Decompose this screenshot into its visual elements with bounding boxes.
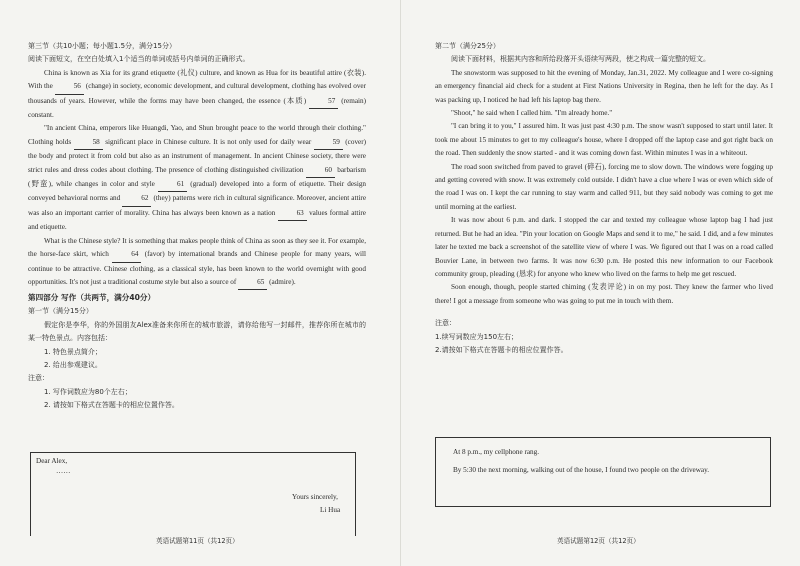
story-paragraph: "I can bring it to you," I assured him. It was just past 4:30 p.m. The snow wasn't supposed to start until later. It took me about 15 minutes to get to my colleague's house, where I dropped off the laptop case and got right back on the road. Then suddenly the snow started - and it was coming down fast. Within minutes I was in a whiteout. [435,122,773,158]
note-label: 注意： [435,319,456,328]
blank-59[interactable]: 59 [314,136,343,150]
note-item: 2. 请按如下格式在答题卡的相应位置作答。 [44,401,179,410]
passage-text: barbarism (野蛮), while changes in color and style [28,165,367,189]
passage-paragraph [28,122,366,234]
closing: Yours sincerely, [292,493,338,501]
story-paragraph: The snowstorm was supposed to hit the evening of Monday, Jan.31, 2022. My colleague and I were co-signing an emergency financial aid check for a student at First Nations University in Regina, then he left for the day. As I was packing up, I noticed he had left his laptop bag there. [435,68,773,104]
passage-text: (cover) the body and protect it from cold but also as an instrument of management. In ancient Chinese society, there were strict rules and dress codes about clothing. The presence of clothing distinguished civilization [28,137,367,174]
note-item: 1. 写作词数应为80个左右； [44,387,132,396]
passage-text: significant place in Chinese culture. It is not only used for daily wear [105,137,312,146]
blank-61[interactable]: 61 [158,178,187,192]
grammar-section [28,40,366,413]
blank-58[interactable]: 58 [74,136,103,150]
note-item: 1.续写词数应为150左右； [435,332,519,341]
task-item: 2. 给出参观建议。 [44,360,102,369]
section-title: 第二节（满分25分） [435,42,500,50]
passage-text: (admire). [269,277,296,286]
story-paragraph: Soon enough, though, people started chiming (发表评论) in on my post. They knew the farmer who lived there! I got a message from someone who was going to put me in touch with them. [435,283,773,305]
blank-60[interactable]: 60 [306,164,335,178]
story-paragraph: The road soon switched from paved to gravel (碎石), forcing me to slow down. The windows were fogging up and getting covered with snow. It was extremely cold outside. I didn't have a clue where I was or even which side of the road I was on. I kept the car running to stay warm and called 911, but they said nobody was coming to get me until morning at the earliest. [435,162,773,211]
blank-64[interactable]: 64 [112,248,141,262]
task-item: 1. 特色景点简介； [44,347,102,356]
box-right-border [770,438,771,506]
salutation: Dear Alex, [36,457,68,465]
blank-56[interactable]: 56 [55,80,84,94]
paragraph-opener-2: By 5:30 the next morning, walking out of the house, I found two people on the driveway. [453,466,710,474]
ellipsis: …… [56,467,71,475]
blank-62[interactable]: 62 [122,192,151,206]
paragraph-opener-1: At 8 p.m., my cellphone rang. [453,448,540,456]
passage-text: (gradual) developed into a form of etiquette. Their design conveyed behavioral norms and [28,180,367,203]
page-footer: 英语试题第12页（共12页） [557,537,640,545]
passage-paragraph [28,67,366,123]
answer-box-continuation [435,437,771,507]
blank-57[interactable]: 57 [309,95,338,109]
continuation-writing-section [435,40,773,357]
passage-paragraph [28,235,366,291]
passage-text: "In ancient China, emperors like Huangdi, Yao, and Shun brought peace to the world through their clothing." Clothing holds [28,124,366,146]
answer-box-letter [30,452,356,536]
note-label: 注意： [28,374,49,383]
signature: Li Hua [320,506,341,514]
box-left-border [435,438,436,506]
blank-65[interactable]: 65 [238,276,267,290]
passage-text: (favor) by international brands and Chinese people for many years, will continue to be attractive. Chinese clothing, as a classical style, has been known to the world overnight with good opportunities. It's not just a traditional costume style but also a source of [28,250,366,286]
part-title: 第四部分 写作（共两节，满分40分） [28,293,156,303]
passage-text: values formal attire and etiquette. [28,208,366,232]
section-instructions: 阅读下面短文，在空白处填入1个适当的单词或括号内单词的正确形式。 [28,55,250,64]
blank-63[interactable]: 63 [278,207,307,221]
passage-text: What is the Chinese style? It is something that makes people think of China as soon as they see it. For example, the horse-face skirt, which [28,236,366,259]
note-item: 2.请按如下格式在答题卡的相应位置作答。 [435,345,568,354]
writing-task: 假定你是李华，你的外国朋友Alex准备来你所在的城市旅游，请你给他写一封邮件，推荐你所在城市的某一特色景点。内容包括： [28,320,366,343]
passage-text: (remain) constant. [28,96,367,120]
exam-page-right [400,0,800,566]
story-paragraph: "Shoot," he said when I called him. "I'm already home." [451,109,613,118]
passage-text: China is known as Xia for its grand etiquette (礼仪) culture, and known as Hua for its beautiful attire (衣装). With the [28,68,366,91]
story-paragraph: It was now about 6 p.m. and dark. I stopped the car and texted my colleague whose laptop bag I had just returned. But he had an idea. "Pin your location on Google Maps and send it to me," he said. I did, and a few minutes later he texted me back a screenshot of the satellite view of where I was. We figured out that I was on a road called Bouvier Lane, in between two farms. It was now 6:30 p.m. He posted this new information to our Facebook community group, pleading (恳求) for anyone who knew who lived on the farms to help me get rescued. [435,216,773,278]
passage-text: (they) patterns were rich in cultural significance. Moreover, ancient attire was also an important carrier of morality. China has always been known as a nation [28,194,367,217]
section-instructions: 阅读下面材料，根据其内容和所给段落开头语续写两段，使之构成一篇完整的短文。 [451,55,710,64]
box-left-border [30,453,31,536]
box-right-border [355,453,356,536]
subsection-title: 第一节（满分15分） [28,307,93,316]
section-title: 第三节（共10小题；每小题1.5分，满分15分） [28,42,176,50]
page-footer: 英语试题第11页（共12页） [156,537,239,545]
passage-text: (change) in society, economic development, and cultural development, clothing has evolved over thousands of years. However, while the forms may have been changed, the essence (本质) [28,82,367,105]
